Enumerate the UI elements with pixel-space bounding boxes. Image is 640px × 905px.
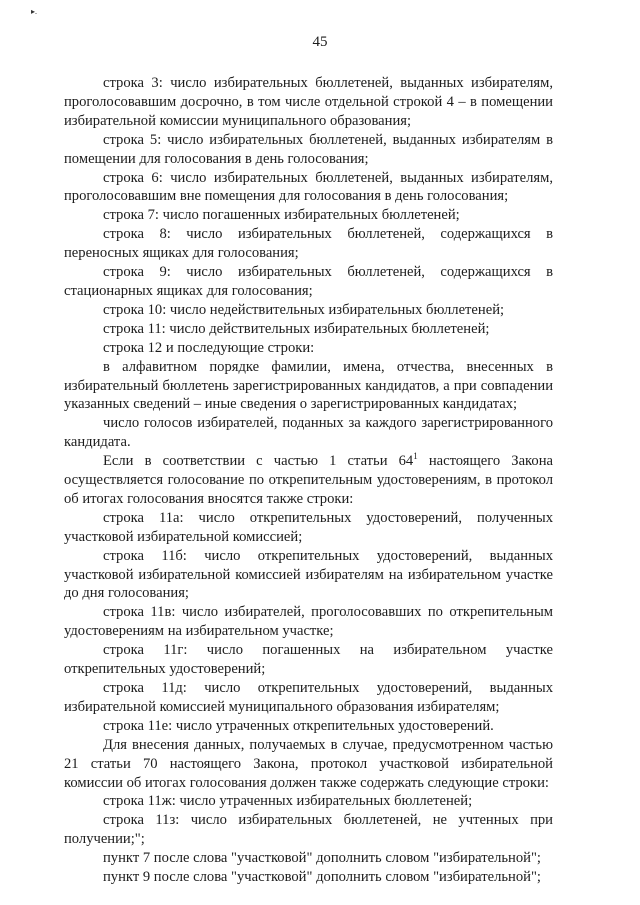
paragraph: строка 8: число избирательных бюллетеней, содержащихся в переносных ящиках для голосования;: [64, 226, 553, 262]
corner-mark: ▸.: [31, 7, 38, 16]
paragraph: [64, 452, 553, 509]
paragraph: пункт 9 после слова "участковой" дополнить словом "избирательной";: [103, 869, 541, 886]
paragraph: строка 7: число погашенных избирательных бюллетеней;: [103, 207, 460, 224]
paragraph: строка 11д: число открепительных удостоверений, выданных избирательной комиссией муниципального образования избирателям;: [64, 680, 553, 715]
paragraph: строка 10: число недействительных избирательных бюллетеней;: [103, 301, 505, 318]
paragraph: строка 6: число избирательных бюллетеней, выданных избирателям, проголосовавшим вне помещения для голосования в день голосования;: [64, 169, 553, 205]
paragraph: строка 11а: число открепительных удостоверений, полученных участковой избирательной комиссией;: [64, 509, 553, 545]
paragraph: строка 3: число избирательных бюллетеней, выданных избирателям, проголосовавшим досрочно, в том числе отдельной строкой 4 – в помещении избирательной комиссии муниципального образования;: [64, 75, 553, 129]
paragraph: число голосов избирателей, поданных за каждого зарегистрированного кандидата.: [64, 415, 553, 451]
paragraph: строка 12 и последующие строки:: [103, 339, 315, 356]
paragraph-text-start: Если в соответствии с частью 1 статьи 64: [103, 453, 414, 470]
paragraph: в алфавитном порядке фамилии, имена, отчества, внесенных в избирательный бюллетень зарегистрированных кандидатов, а при совпадении указанных сведений – иные сведения о зарегистрированных кандидатах;: [64, 358, 553, 413]
paragraph: строка 11ж: число утраченных избирательных бюллетеней;: [103, 793, 473, 810]
page-number: 45: [312, 34, 328, 50]
paragraph: пункт 7 после слова "участковой" дополнить словом "избирательной";: [103, 850, 541, 867]
paragraph: строка 11в: число избирателей, проголосовавших по открепительным удостоверениям на избирательном участке;: [64, 604, 553, 640]
document-body: [64, 74, 553, 887]
paragraph: строка 11б: число открепительных удостоверений, выданных участковой избирательной комиссией избирателям на избирательном участке до дня голосования;: [64, 547, 553, 602]
paragraph: строка 9: число избирательных бюллетеней, содержащихся в стационарных ящиках для голосования;: [64, 264, 553, 299]
paragraph: строка 11г: число погашенных на избирательном участке открепительных удостоверений;: [64, 642, 553, 678]
paragraph: строка 11: число действительных избирательных бюллетеней;: [103, 320, 490, 337]
paragraph: Для внесения данных, получаемых в случае, предусмотренном частью 21 статьи 70 настоящего Закона, протокол участковой избирательной комиссии об итогах голосования должен также содержать следующие строки:: [64, 736, 553, 791]
superscript: 1: [413, 451, 418, 462]
paragraph-text-end: настоящего Закона осуществляется голосование по открепительным удостоверениям, в протокол об итогах голосования вносятся также строки:: [64, 453, 553, 507]
paragraph: строка 11е: число утраченных открепительных удостоверений.: [103, 717, 494, 734]
paragraph: строка 5: число избирательных бюллетеней, выданных избирателям в помещении для голосования в день голосования;: [64, 131, 553, 167]
paragraph: строка 11з: число избирательных бюллетеней, не учтенных при получении;";: [64, 812, 553, 848]
